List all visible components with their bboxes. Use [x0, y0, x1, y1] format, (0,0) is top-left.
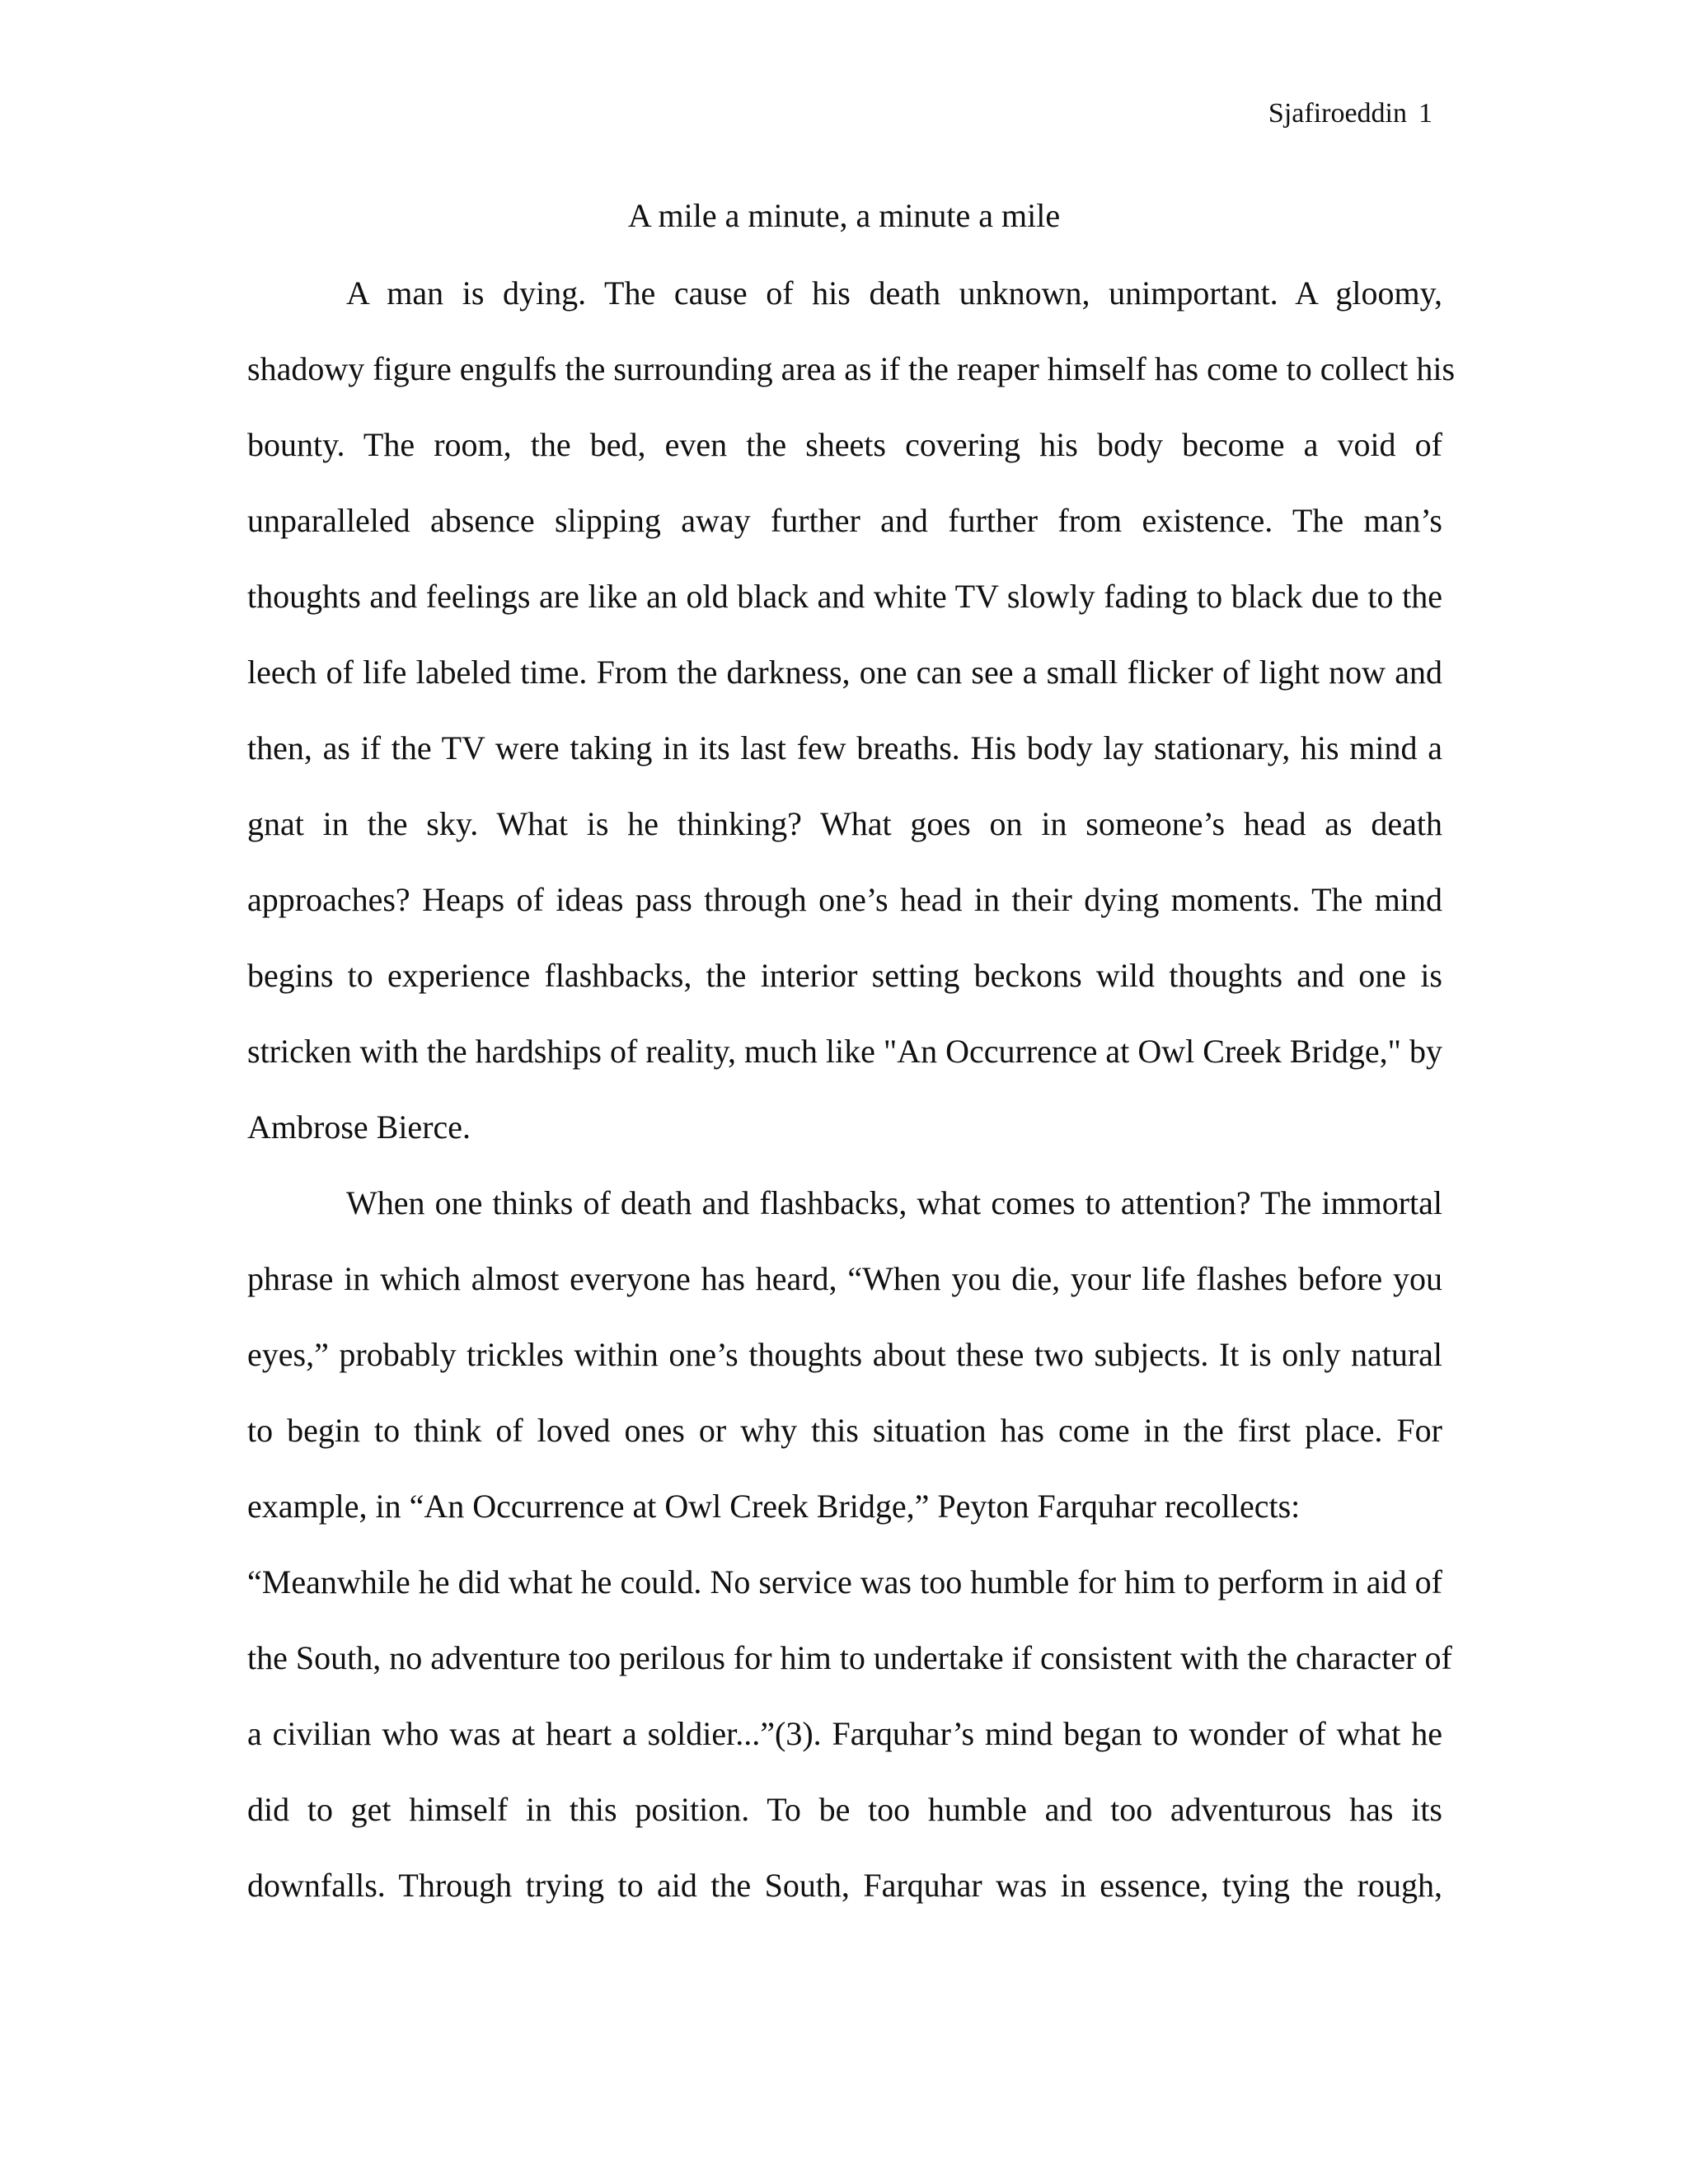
running-header [1268, 97, 1432, 130]
text-line: When one thinks of death and flashbacks, what comes to attention? The immortal [346, 1184, 1442, 1221]
text-line: eyes,” probably trickles within one’s thoughts about these two subjects. It is only natural [247, 1336, 1442, 1373]
text-line: leech of life labeled time. From the darkness, one can see a small flicker of light now and [247, 654, 1442, 691]
text-line: to begin to think of loved ones or why this situation has come in the first place. For [247, 1412, 1442, 1449]
text-line: Ambrose Bierce. [247, 1108, 471, 1146]
text-line: approaches? Heaps of ideas pass through one’s head in their dying moments. The mind [247, 881, 1442, 918]
text-line: a civilian who was at heart a soldier...”(3). Farquhar’s mind began to wonder of what he [247, 1715, 1442, 1752]
text-line: downfalls. Through trying to aid the South, Farquhar was in essence, tying the rough, [247, 1867, 1442, 1904]
text-line: phrase in which almost everyone has heard, “When you die, your life flashes before you [247, 1260, 1442, 1297]
text-line: thoughts and feelings are like an old black and white TV slowly fading to black due to the [247, 578, 1442, 615]
text-line: begins to experience flashbacks, the interior setting beckons wild thoughts and one is [247, 957, 1442, 994]
text-line: bounty. The room, the bed, even the sheets covering his body become a void of [247, 426, 1442, 463]
text-line: did to get himself in this position. To be too humble and too adventurous has its [247, 1791, 1442, 1828]
text-line: stricken with the hardships of reality, much like "An Occurrence at Owl Creek Bridge," by [247, 1033, 1442, 1070]
page-number: 1 [1418, 98, 1432, 129]
paragraph-2 [247, 1179, 1452, 1937]
essay-title: A mile a minute, a minute a mile [627, 197, 1061, 234]
text-line: then, as if the TV were taking in its last few breaths. His body lay stationary, his mind a [247, 729, 1442, 766]
text-line: the South, no adventure too perilous for him to undertake if consistent with the character of [247, 1639, 1452, 1676]
essay-body [247, 269, 1456, 1937]
paragraph-1 [247, 269, 1456, 1179]
author-surname: Sjafiroeddin [1268, 98, 1407, 129]
text-line: gnat in the sky. What is he thinking? What goes on in someone’s head as death [247, 805, 1442, 842]
text-line: shadowy figure engulfs the surrounding area as if the reaper himself has come to collect his [247, 350, 1456, 387]
text-line: “Meanwhile he did what he could. No service was too humble for him to perform in aid of [247, 1563, 1442, 1601]
text-line: example, in “An Occurrence at Owl Creek Bridge,” Peyton Farquhar recollects: [247, 1488, 1301, 1525]
text-line: A man is dying. The cause of his death unknown, unimportant. A gloomy, [346, 274, 1442, 312]
text-line: unparalleled absence slipping away further and further from existence. The man’s [247, 502, 1442, 539]
